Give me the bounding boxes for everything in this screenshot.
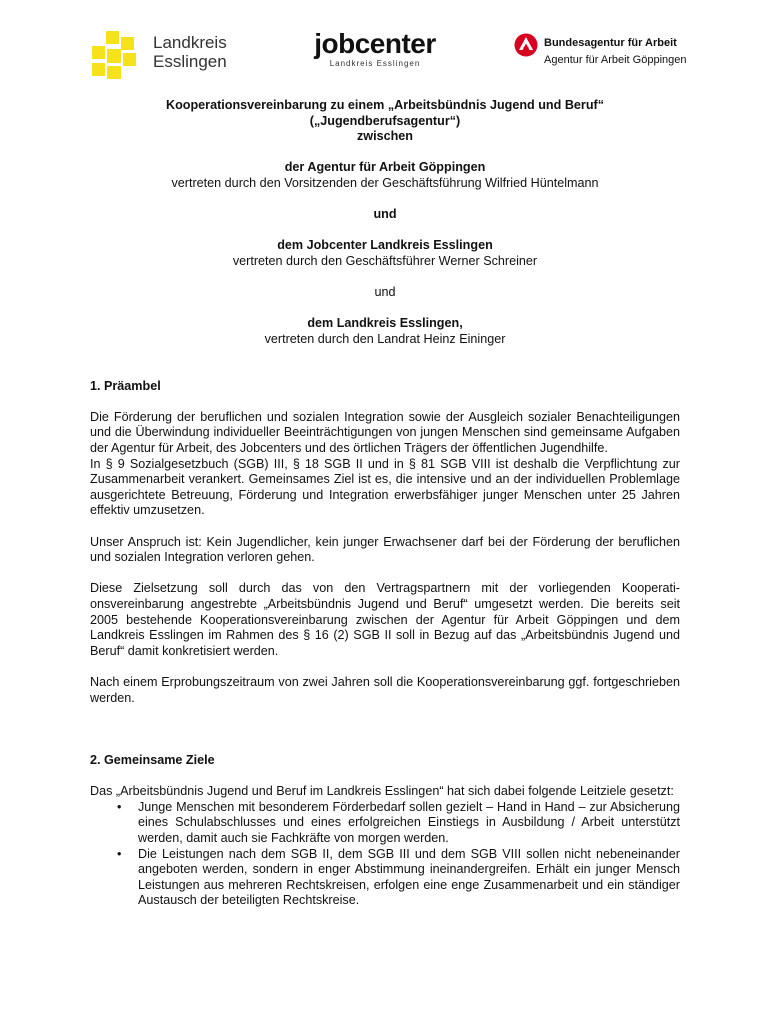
- logo-square: [107, 66, 121, 79]
- party-name-jobcenter: dem Jobcenter Landkreis Esslingen: [277, 238, 493, 253]
- party-name-landkreis: dem Landkreis Esslingen,: [307, 316, 463, 331]
- section1-paragraph1: Die Förderung der beruflichen und sozialen Integration sowie der Ausgleich sozialer Benachteiligungen und die Überwindung individueller Beeinträchtigungen von jungen Menschen sind gemeinsame Aufgaben der Agentur für Arbeit, des Jobcenters und des örtlichen Trägers der öffentlichen Jugendhilfe.: [90, 409, 680, 456]
- section1-paragraph3: Diese Zielsetzung soll durch das von den Vertragspartnern mit der vorliegenden Kooperationsvereinbarung angestrebte „Arbeitsbündnis Jugend und Beruf“ umgesetzt werden. Die bereits seit 2005 bestehende Kooperationsvereinbarung zwischen der Agentur für Arbeit Göppingen und dem Landkreis Esslingen im Rahmen des § 16 (2) SGB II soll in Bezug auf das „Arbeitsbündnis Jugend und Beruf“ damit konkretisiert werden.: [90, 581, 680, 658]
- list-item: • Junge Menschen mit besonderem Förderbedarf sollen gezielt – Hand in Hand – zur Absicherung eines Schulabschlusses und eines erfolgreichen Einstiegs in Ausbildung / Arbeit unterstützt werden, damit auch sie Fachkräfte von morgen werden.: [90, 800, 680, 847]
- section2-goal-list: [90, 800, 680, 909]
- jobcenter-logo-main: jobcenter: [314, 28, 436, 59]
- jobcenter-logo: [305, 30, 445, 70]
- section2-intro: Das „Arbeitsbündnis Jugend und Beruf im Landkreis Esslingen“ hat sich dabei folgende Leitziele gesetzt:: [90, 784, 674, 799]
- list-item: • Die Leistungen nach dem SGB II, dem SGB III und dem SGB VIII sollen nicht nebeneinander angeboten werden, sondern in enger Abstimmung ineinandergreifen. Erhält ein junger Mensch Leistungen aus mehreren Rechtskreisen, erfolgen eine enge Zusammenarbeit und ein ständiger Austausch der beteiligten Rechtskreise.: [90, 847, 680, 909]
- logo-square: [121, 37, 134, 50]
- party-name-agentur: der Agentur für Arbeit Göppingen: [284, 160, 486, 175]
- section2-heading: 2. Gemeinsame Ziele: [90, 752, 215, 767]
- bundesagentur-logo: [514, 33, 694, 73]
- party-rep-landkreis: vertreten durch den Landrat Heinz Eininger: [264, 331, 506, 346]
- section1-paragraph2: Unser Anspruch ist: Kein Jugendlicher, kein junger Erwachsener darf bei der Förderung der beruflichen und sozialen Integration verloren gehen.: [90, 534, 680, 565]
- logo-square: [107, 49, 121, 63]
- ba-logo-line1: Bundesagentur für Arbeit: [544, 37, 677, 49]
- logo-square: [106, 31, 119, 44]
- logo-square: [92, 46, 105, 59]
- section1-paragraph4: Nach einem Erprobungszeitraum von zwei Jahren soll die Kooperationsvereinbarung ggf. fortgeschrieben werden.: [90, 674, 680, 705]
- party-rep-agentur: vertreten durch den Vorsitzenden der Geschäftsführung Wilfried Hüntelmann: [171, 175, 599, 190]
- document-body: [90, 98, 680, 909]
- title-line1: Kooperationsvereinbarung zu einem „Arbeitsbündnis Jugend und Beruf“: [165, 98, 605, 112]
- bundesagentur-emblem-icon: [514, 33, 538, 57]
- landkreis-logo-text: [153, 33, 227, 71]
- logo-square: [123, 53, 136, 66]
- connector-und-1: und: [373, 207, 397, 222]
- section1-paragraph1b: In § 9 Sozialgesetzbuch (SGB) III, § 18 SGB II und in § 81 SGB VIII ist deshalb die Verpflichtung zur Zusammenarbeit verankert. Gemeinsames Ziel ist es, die intensive und an der individuellen Problemlage ausgerichtete Betreuung, Förderung und Integration erwerbsfähiger junger Menschen unter 25 Jahren effektiv umzusetzen.: [90, 456, 680, 518]
- jobcenter-logo-sub: Landkreis Esslingen: [329, 59, 421, 68]
- landkreis-esslingen-logo: [92, 31, 252, 81]
- party-rep-jobcenter: vertreten durch den Geschäftsführer Werner Schreiner: [232, 253, 538, 268]
- title-line2: („Jugendberufsagentur“): [309, 113, 461, 128]
- ba-logo-line2: Agentur für Arbeit Göppingen: [544, 54, 687, 66]
- landkreis-logo-line1: Landkreis: [153, 33, 227, 52]
- connector-und-2: und: [374, 285, 396, 300]
- title-line3: zwischen: [357, 129, 413, 144]
- logo-square: [92, 63, 105, 76]
- section1-heading: 1. Präambel: [90, 378, 161, 393]
- landkreis-logo-line2: Esslingen: [153, 52, 227, 71]
